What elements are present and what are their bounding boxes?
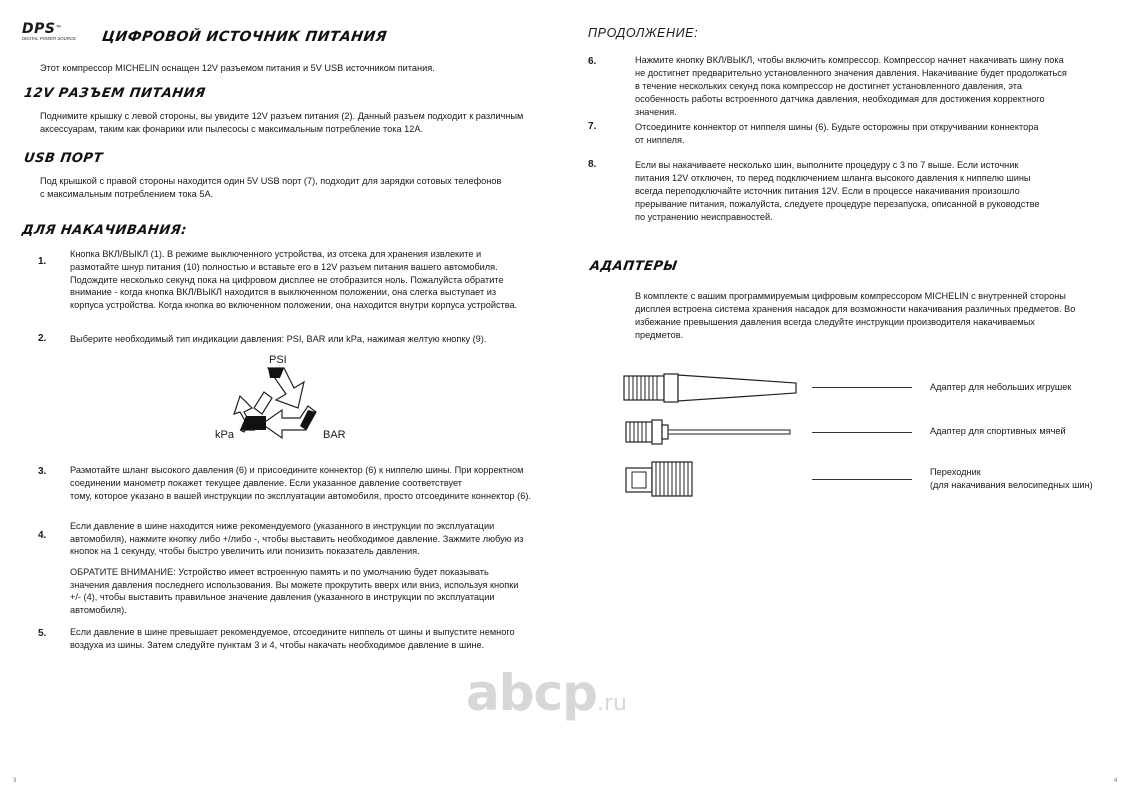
adapters-line-3: избежание превышения давления всегда следуйте инструкции производителя накачиваемых (635, 317, 1035, 327)
step-2-line-1: Выберите необходимый тип индикации давления: PSI, BAR или kPa, нажимая желтую кнопку (9). (70, 334, 487, 344)
adapters-line-4: предметов. (635, 330, 684, 340)
unit-cycle-diagram (210, 352, 360, 446)
step-5-line-2: воздуха из шины. Затем следуйте пунктам 3 и 4, чтобы накачать необходимое давление в шине. (70, 640, 485, 650)
text-usb-2: с максимальным потреблением тока 5A. (40, 189, 214, 199)
step-1-line-2: размотайте шнур питания (10) полностью и вставьте его в 12V разъем питания вашего автомобиля. (70, 262, 498, 272)
step-4-line-2: автомобиля), нажмите кнопку либо +/либо -, чтобы выставить необходимое давление. Зажмите любую из (70, 534, 524, 544)
step-3-line-3: тому, которое указано в вашей инструкции по эксплуатации автомобиля, просто отсоедините коннектор (6). (70, 491, 531, 501)
watermark-main: abcp (466, 664, 597, 722)
step-7-line-2: от ниппеля. (635, 135, 685, 145)
label-psi: PSI (269, 354, 287, 366)
page-number-right: 4 (1114, 778, 1118, 784)
step-1-line-5: корпуса устройства. Когда кнопка во включенном положении, она находится внутри корпуса устройства. (70, 300, 518, 310)
step-8-line-5: по устранению неисправностей. (635, 212, 773, 222)
step-6-line-2: не достигнет предварительно установленного значения давления. Накачивание будет продолжаться (635, 68, 1067, 78)
note-line-4: автомобиля). (70, 605, 127, 615)
text-12v-1: Поднимите крышку с левой стороны, вы увидите 12V разъем питания (2). Данный разъем подходит к различным (40, 111, 524, 121)
toy-adapter-leader (812, 387, 912, 388)
heading-12v: 12V РАЗЪЕМ ПИТАНИЯ (22, 86, 207, 101)
step-3-line-2: соединении манометр покажет текущее давление. Если указанное давление соответствует (70, 478, 462, 488)
adapters-line-2: дисплея встроена система хранения насадок для возможности накачивания различных предметов. Во (635, 304, 1076, 314)
step-8-line-4: прерывание питания, пожалуйста, следуете процедуре перезапуска, описанной в руководстве (635, 199, 1040, 209)
step-4-line-1: Если давление в шине находится ниже рекомендуемого (указанного в инструкции по эксплуатации (70, 521, 495, 531)
text-usb-1: Под крышкой с правой стороны находится один 5V USB порт (7), подходит для зарядки сотовых телефонов (40, 176, 502, 186)
abcp-watermark (466, 664, 627, 722)
page-title: ЦИФРОВОЙ ИСТОЧНИК ПИТАНИЯ (100, 29, 389, 45)
text-12v-2: аксессуарам, таким как фонарики или пылесосы с максимальным потребление тока 12A. (40, 124, 424, 134)
heading-adapters: АДАПТЕРЫ (588, 259, 679, 274)
step-6-line-1: Нажмите кнопку ВКЛ/ВЫКЛ, чтобы включить компрессор. Компрессор начнет накачивать шину пока (635, 55, 1064, 65)
step-4-line-3: кнопок на 1 секунду, чтобы быстро увеличить или понизить показатель давления. (70, 546, 420, 556)
ball-adapter-label: Адаптер для спортивных мячей (930, 426, 1066, 436)
watermark-suffix: .ru (596, 691, 627, 716)
continuation-heading: ПРОДОЛЖЕНИЕ: (588, 26, 699, 40)
label-kpa: kPa (215, 429, 234, 441)
dps-logo (22, 22, 88, 42)
ball-adapter-image (624, 418, 794, 451)
step-8-line-2: питания 12V отключен, то перед подключением шланга высокого давления к ниппелю шины (635, 173, 1031, 183)
step-6-line-4: особенность работы встроенного датчика давления, необходимая для достижения корректного (635, 94, 1045, 104)
note-line-1: ОБРАТИТЕ ВНИМАНИЕ: Устройство имеет встроенную память и по умолчанию будет показывать (70, 567, 489, 577)
page-number-left: 3 (13, 778, 17, 784)
step-7-number: 7. (588, 121, 597, 132)
ball-adapter-leader (812, 432, 912, 433)
heading-inflation: ДЛЯ НАКАЧИВАНИЯ: (20, 223, 188, 238)
step-1-line-4: внимание - когда кнопка ВКЛ/ВЫКЛ находится в выключенном положении, она слегка выступает из (70, 287, 497, 297)
intro-text: Этот компрессор MICHELIN оснащен 12V разъемом питания и 5V USB источником питания. (40, 63, 435, 73)
label-bar: BAR (323, 429, 346, 441)
bike-adapter-label-1: Переходник (930, 467, 981, 477)
step-4-number: 4. (38, 530, 47, 541)
logo-tm: ™ (55, 25, 62, 32)
note-line-3: +/- (4), чтобы выставить правильное значение давления (указанного в инструкции по эксплуатации (70, 592, 495, 602)
step-6-line-3: в течение нескольких секунд пока компрессор не достигнет установленного давления, эта (635, 81, 1022, 91)
step-8-number: 8. (588, 159, 597, 170)
logo-subtitle: DIGITAL POWER SOURCE (22, 36, 76, 41)
heading-usb: USB ПОРТ (22, 151, 104, 166)
toy-adapter-label: Адаптер для небольших игрушек (930, 382, 1072, 392)
logo-brand: DPS (22, 21, 56, 37)
step-1-number: 1. (38, 256, 47, 267)
step-5-number: 5. (38, 628, 47, 639)
bike-adapter-leader (812, 479, 912, 480)
note-line-2: значения давления последнего использования. Вы можете прокрутить вверх или вниз, используя кнопки (70, 580, 519, 590)
step-8-line-3: всегда переподключайте источник питания 12V. Если в процессе накачивания произошло (635, 186, 1020, 196)
step-8-line-1: Если вы накачиваете несколько шин, выполните процедуру с 3 по 7 выше. Если источник (635, 160, 1019, 170)
bike-adapter-label-2: (для накачивания велосипедных шин) (930, 480, 1093, 490)
step-6-line-5: значения. (635, 107, 677, 117)
step-5-line-1: Если давление в шине превышает рекомендуемое, отсоедините ниппель от шины и выпустите немного (70, 627, 515, 637)
step-2-number: 2. (38, 333, 47, 344)
step-3-line-1: Размотайте шланг высокого давления (6) и присоедините коннектор (6) к ниппелю шины. При корректном (70, 465, 524, 475)
step-1-line-3: Подождите несколько секунд пока на цифровом дисплее не отобразится ноль. Пожалуйста обратите (70, 275, 504, 285)
adapters-line-1: В комплекте с вашим программируемым цифровым компрессором MICHELIN с внутренней стороны (635, 291, 1066, 301)
step-6-number: 6. (588, 56, 597, 67)
bike-adapter-image (624, 460, 724, 503)
step-1-line-1: Кнопка ВКЛ/ВЫКЛ (1). В режиме выключенного устройства, из отсека для хранения извлеките и (70, 249, 482, 259)
step-7-line-1: Отсоедините коннектор от ниппеля шины (6). Будьте осторожны при откручивании коннектора (635, 122, 1039, 132)
step-3-number: 3. (38, 466, 47, 477)
toy-adapter-image (622, 370, 800, 411)
